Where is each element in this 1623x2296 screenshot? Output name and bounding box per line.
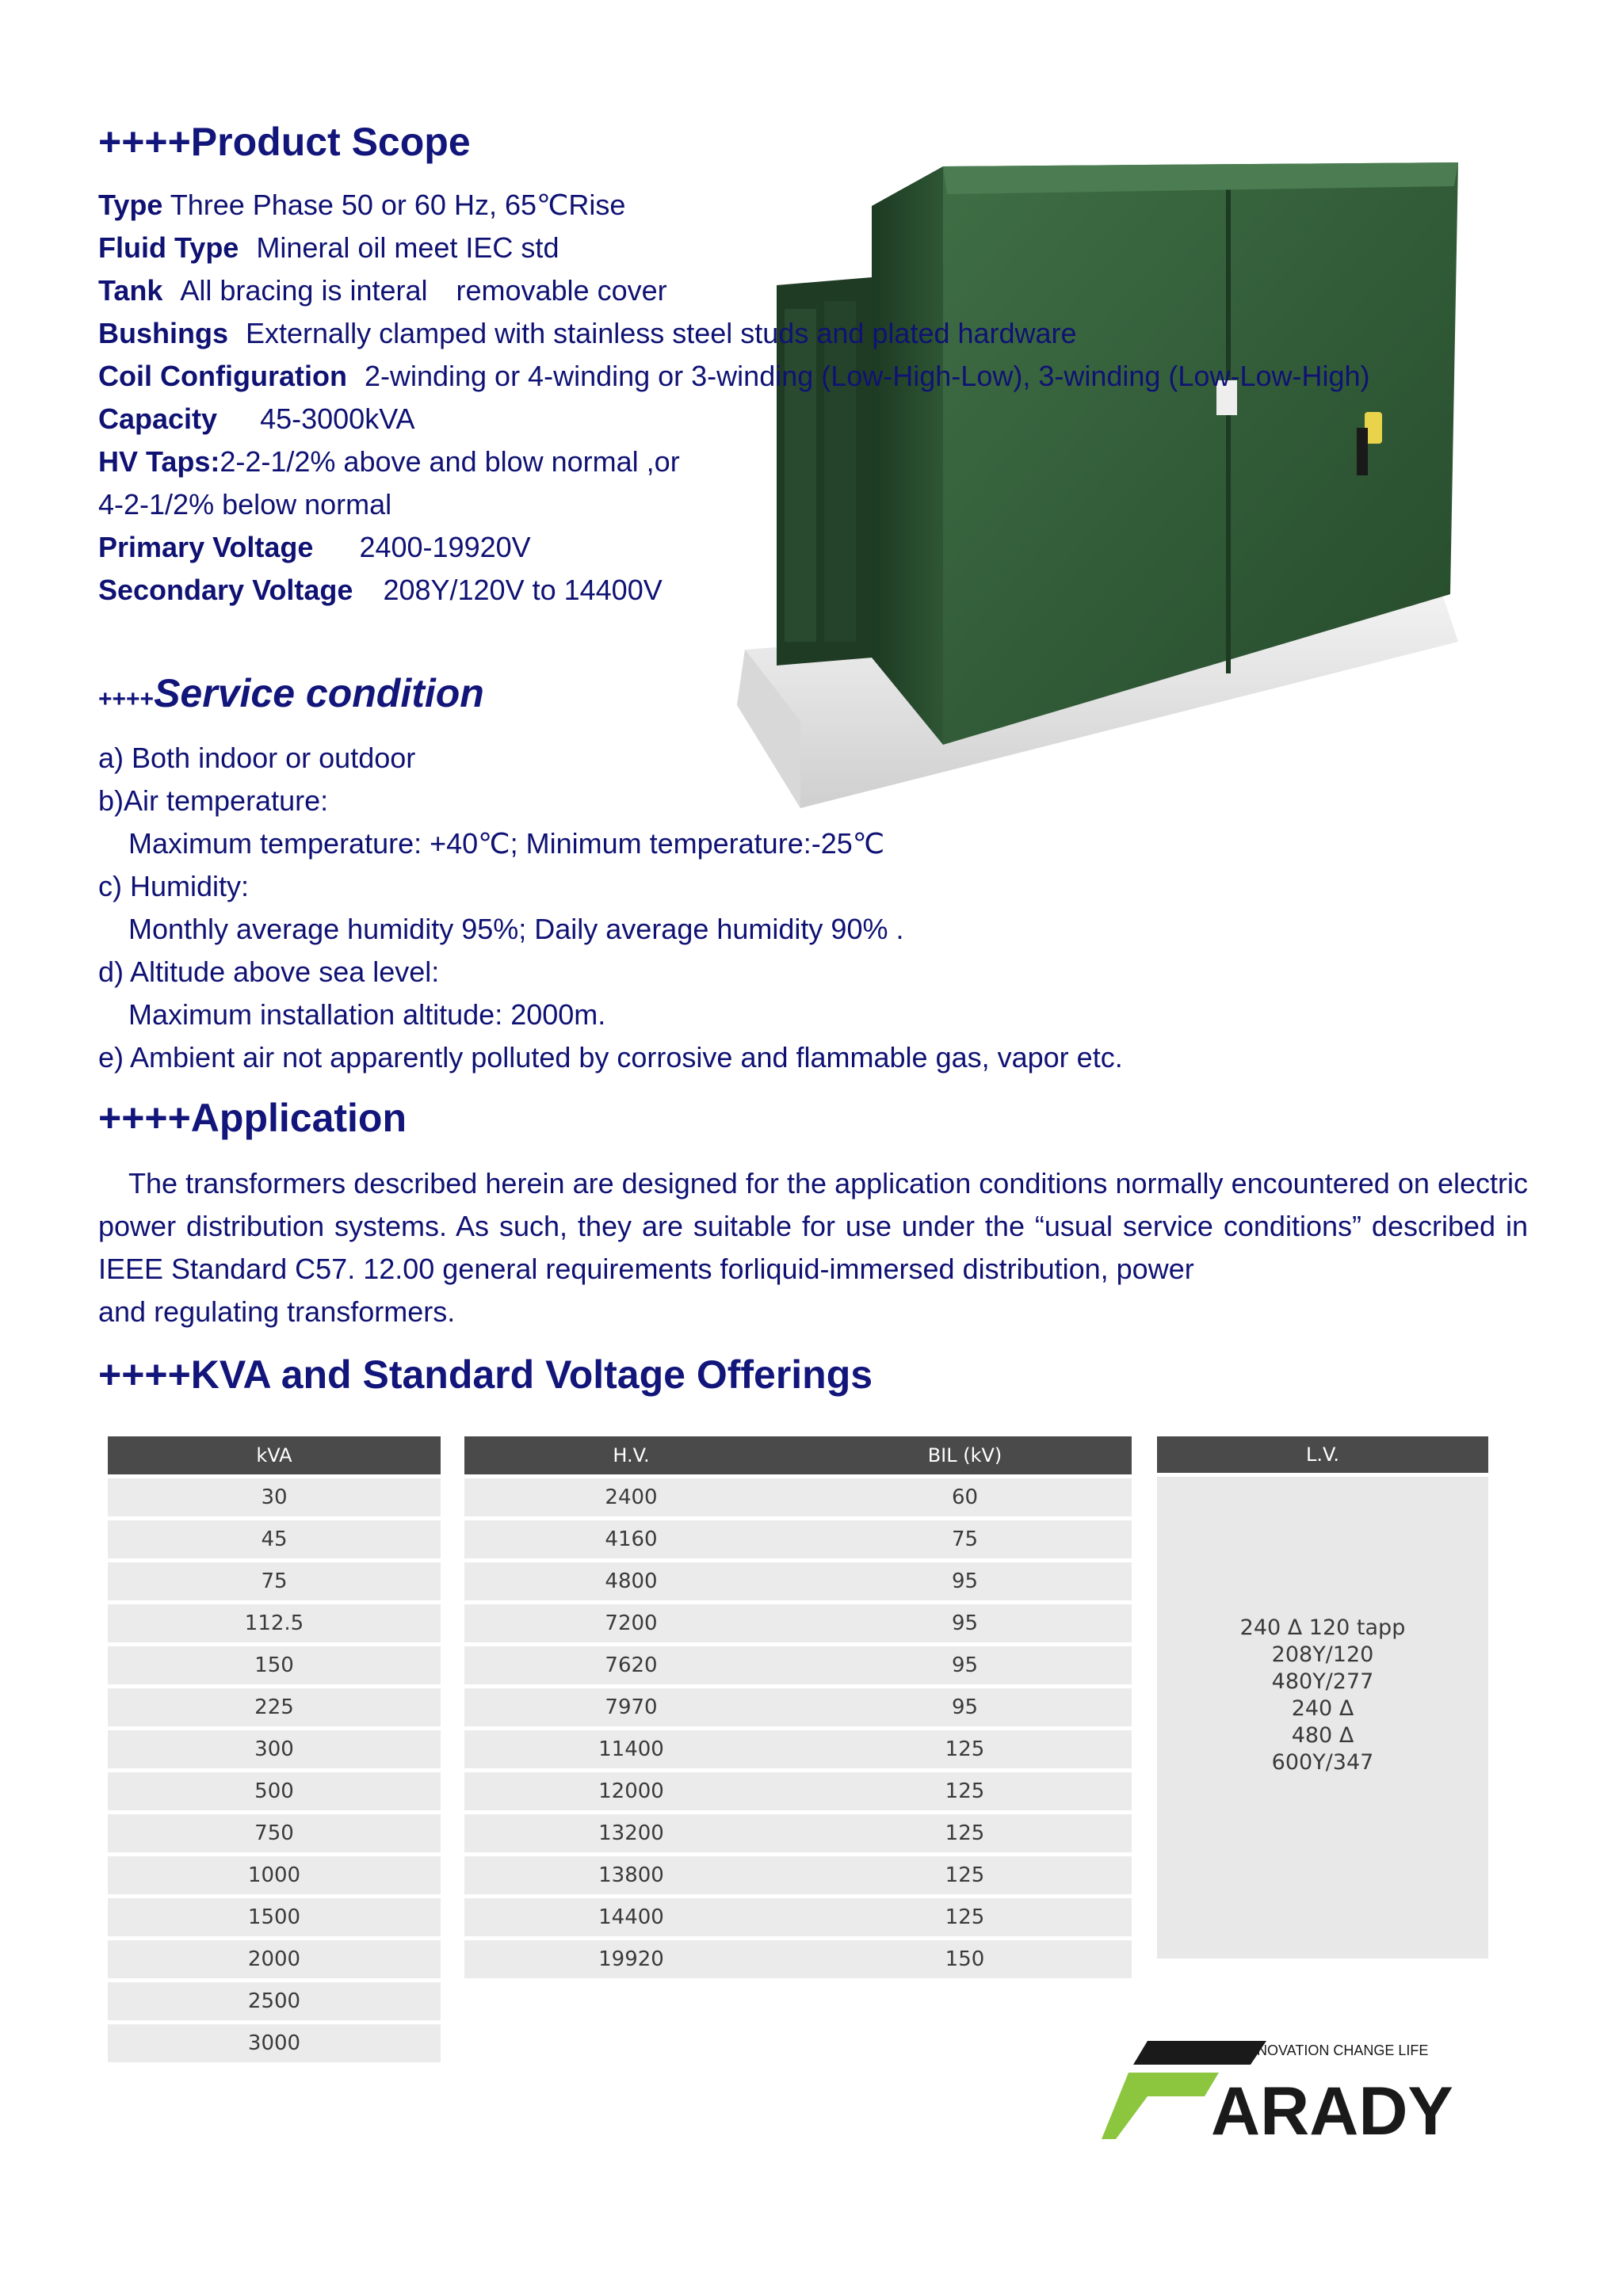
lv-value: 480Y/277 <box>1271 1669 1374 1694</box>
bil-cell: 95 <box>798 1604 1132 1642</box>
bil-cell: 95 <box>798 1562 1132 1600</box>
scope-row-secondary-voltage <box>98 569 1370 612</box>
hv-cell: 19920 <box>464 1940 798 1978</box>
kva-row <box>108 2024 441 2062</box>
application-heading: ++++Application <box>98 1096 407 1140</box>
bil-cell: 75 <box>798 1520 1132 1558</box>
service-line: c) Humidity: <box>98 870 250 902</box>
scope-row-tank <box>98 269 1370 312</box>
bil-cell: 60 <box>798 1478 1132 1516</box>
heading-text: Service condition <box>154 671 484 715</box>
scope-label: Capacity <box>98 402 218 435</box>
scope-label: Tank <box>98 274 163 307</box>
service-condition-heading <box>98 670 484 716</box>
service-line: d) Altitude above sea level: <box>98 955 440 988</box>
service-line: Monthly average humidity 95%; Daily average humidity 90% . <box>128 913 904 945</box>
kva-row <box>108 1604 441 1642</box>
kva-cell: 500 <box>108 1772 441 1810</box>
kva-row <box>108 1898 441 1936</box>
hv-cell: 11400 <box>464 1730 798 1768</box>
kva-row <box>108 1520 441 1558</box>
hv-row <box>464 1940 1132 1978</box>
kva-cell: 300 <box>108 1730 441 1768</box>
hv-cell: 4160 <box>464 1520 798 1558</box>
lv-value: 600Y/347 <box>1271 1750 1374 1775</box>
kva-cell: 112.5 <box>108 1604 441 1642</box>
hv-header: H.V. <box>464 1436 798 1474</box>
product-scope-heading: ++++Product Scope <box>98 120 471 164</box>
kva-cell: 3000 <box>108 2024 441 2062</box>
bil-cell: 125 <box>798 1730 1132 1768</box>
scope-row-hv-taps <box>98 441 1370 483</box>
kva-row <box>108 1982 441 2020</box>
lv-value: 480 Δ <box>1291 1723 1354 1748</box>
scope-row-fluid-type <box>98 227 1370 269</box>
scope-value: Externally clamped with stainless steel studs and plated hardware <box>246 317 1077 349</box>
scope-label: Type <box>98 189 163 221</box>
farady-logo <box>1100 2035 1512 2145</box>
service-line: Maximum installation altitude: 2000m. <box>128 998 606 1031</box>
application-paragraph: The transformers described herein are designed for the application conditions normally encountered on electric power distribution systems. As such, they are suitable for use under the “usual service conditions” described in IEEE Standard C57. 12.00 general requirements forliquid-immersed distribution, power <box>98 1167 1528 1285</box>
kva-cell: 2000 <box>108 1940 441 1978</box>
kva-row <box>108 1772 441 1810</box>
bil-cell: 95 <box>798 1646 1132 1684</box>
service-line: Maximum temperature: +40℃; Minimum temperature:-25℃ <box>128 827 885 860</box>
offerings-heading: ++++KVA and Standard Voltage Offerings <box>98 1352 873 1397</box>
scope-label: Bushings <box>98 317 229 349</box>
bil-cell: 125 <box>798 1898 1132 1936</box>
service-condition-list <box>98 737 1123 1079</box>
hv-row <box>464 1856 1132 1894</box>
kva-table <box>108 1432 441 2066</box>
hv-cell: 13800 <box>464 1856 798 1894</box>
kva-row <box>108 1814 441 1852</box>
kva-row <box>108 1646 441 1684</box>
scope-label: Secondary Voltage <box>98 574 353 606</box>
hv-row <box>464 1520 1132 1558</box>
bil-cell: 125 <box>798 1814 1132 1852</box>
lv-header: L.V. <box>1157 1436 1488 1473</box>
hv-row <box>464 1646 1132 1684</box>
kva-row <box>108 1730 441 1768</box>
bil-cell: 150 <box>798 1940 1132 1978</box>
application-paragraph-end: and regulating transformers. <box>98 1295 456 1328</box>
scope-label: Coil Configuration <box>98 360 347 392</box>
hv-row <box>464 1604 1132 1642</box>
logo-name: ARADY <box>1211 2073 1453 2145</box>
service-line: b)Air temperature: <box>98 784 329 817</box>
kva-cell: 1500 <box>108 1898 441 1936</box>
kva-row <box>108 1478 441 1516</box>
scope-value: 2-winding or 4-winding or 3-winding (Low-High-Low), 3-winding (Low-Low-High) <box>364 360 1370 392</box>
kva-row <box>108 1688 441 1726</box>
hv-row <box>464 1478 1132 1516</box>
lv-value: 240 Δ 120 tapp <box>1239 1615 1406 1640</box>
lv-value: 240 Δ <box>1291 1696 1354 1721</box>
kva-header: kVA <box>108 1436 441 1474</box>
lv-values <box>1157 1615 1488 1776</box>
scope-value: Mineral oil meet IEC std <box>256 231 559 264</box>
scope-label: Primary Voltage <box>98 531 314 563</box>
scope-value: Three Phase 50 or 60 Hz, 65℃Rise <box>170 189 626 221</box>
hv-row <box>464 1730 1132 1768</box>
logo-tagline: INNOVATION CHANGE LIFE <box>1243 2042 1429 2058</box>
hv-row <box>464 1898 1132 1936</box>
scope-value: 2400-19920V <box>359 531 531 563</box>
scope-value: 2-2-1/2% above and blow normal ,or <box>220 445 680 478</box>
kva-cell: 30 <box>108 1478 441 1516</box>
service-line: e) Ambient air not apparently polluted by corrosive and flammable gas, vapor etc. <box>98 1041 1123 1074</box>
hv-cell: 2400 <box>464 1478 798 1516</box>
scope-row-hv-taps-cont <box>98 483 1370 526</box>
bil-cell: 95 <box>798 1688 1132 1726</box>
bil-cell: 125 <box>798 1772 1132 1810</box>
kva-row <box>108 1856 441 1894</box>
scope-value: All bracing is interal removable cover <box>180 274 667 307</box>
hv-row <box>464 1814 1132 1852</box>
kva-row <box>108 1562 441 1600</box>
hv-cell: 12000 <box>464 1772 798 1810</box>
heading-prefix: ++++ <box>98 686 155 712</box>
service-line: a) Both indoor or outdoor <box>98 742 416 774</box>
hv-cell: 7620 <box>464 1646 798 1684</box>
kva-cell: 45 <box>108 1520 441 1558</box>
scope-label: HV Taps: <box>98 445 220 478</box>
hv-cell: 4800 <box>464 1562 798 1600</box>
hv-cell: 13200 <box>464 1814 798 1852</box>
scope-row-capacity <box>98 398 1370 441</box>
bil-header: BIL (kV) <box>798 1436 1132 1474</box>
kva-cell: 2500 <box>108 1982 441 2020</box>
product-scope-list <box>98 184 1370 612</box>
scope-row-coil-configuration <box>98 355 1370 398</box>
kva-cell: 750 <box>108 1814 441 1852</box>
kva-cell: 150 <box>108 1646 441 1684</box>
hv-bil-table <box>464 1432 1132 1982</box>
kva-cell: 75 <box>108 1562 441 1600</box>
scope-row-primary-voltage <box>98 526 1370 569</box>
hv-cell: 7200 <box>464 1604 798 1642</box>
scope-value: 45-3000kVA <box>260 402 415 435</box>
scope-label: Fluid Type <box>98 231 239 264</box>
hv-row <box>464 1688 1132 1726</box>
bil-cell: 125 <box>798 1856 1132 1894</box>
scope-value: 208Y/120V to 14400V <box>383 574 663 606</box>
lv-value: 208Y/120 <box>1271 1642 1374 1667</box>
scope-value: 4-2-1/2% below normal <box>98 488 392 521</box>
kva-cell: 1000 <box>108 1856 441 1894</box>
hv-cell: 14400 <box>464 1898 798 1936</box>
hv-row <box>464 1562 1132 1600</box>
kva-row <box>108 1940 441 1978</box>
logo-mark-green <box>1102 2073 1219 2139</box>
kva-cell: 225 <box>108 1688 441 1726</box>
scope-row-type <box>98 184 1370 227</box>
hv-row <box>464 1772 1132 1810</box>
scope-row-bushings <box>98 312 1370 355</box>
hv-cell: 7970 <box>464 1688 798 1726</box>
